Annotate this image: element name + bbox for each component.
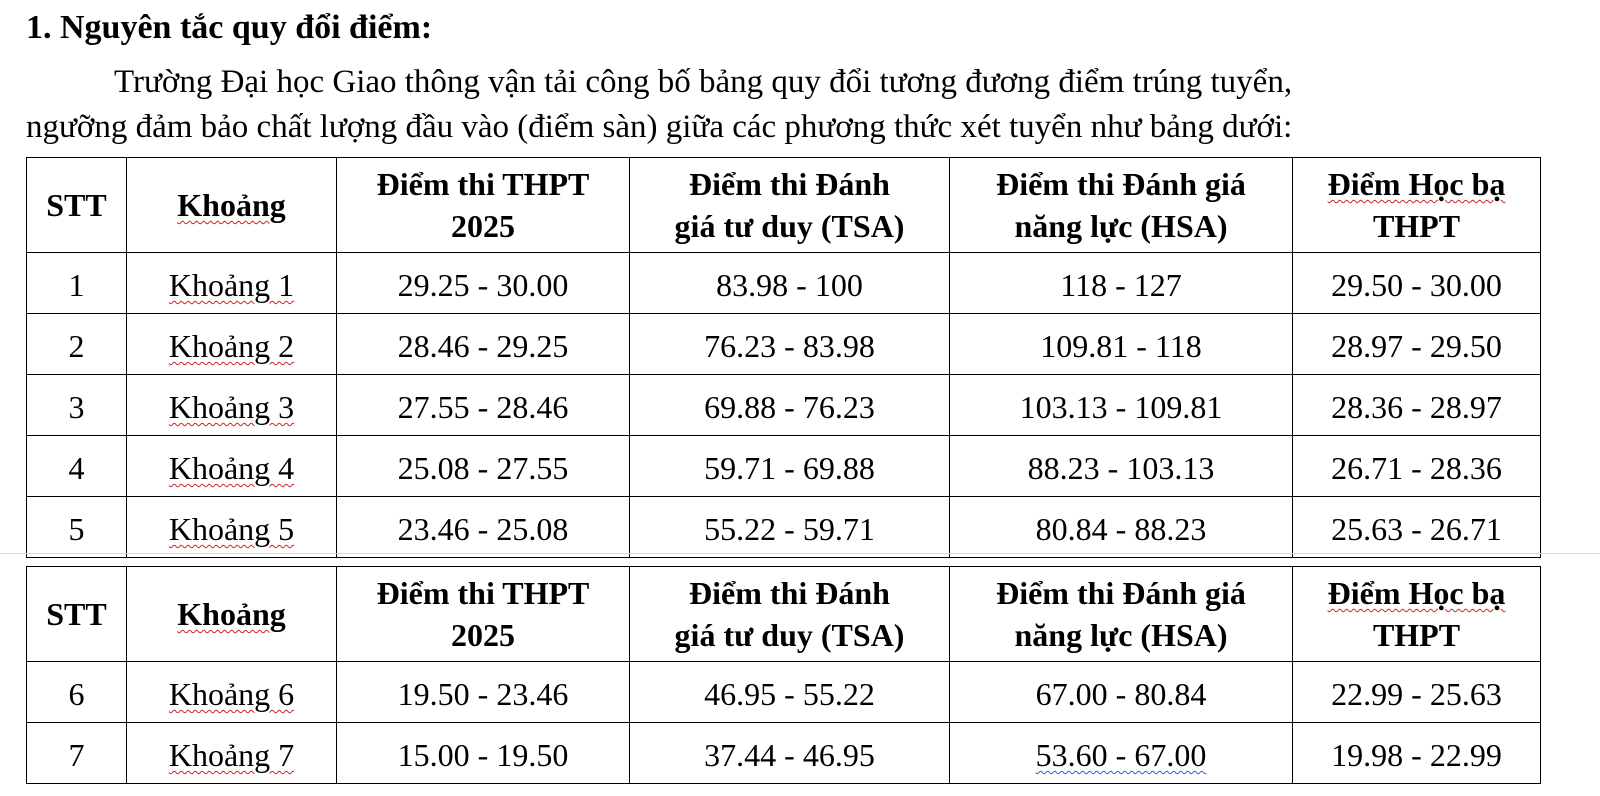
header-hocba: Điểm Học bạ THPT	[1293, 158, 1541, 253]
cell-hsa: 53.60 - 67.00	[950, 723, 1293, 784]
cell-hocba: 22.99 - 25.63	[1293, 662, 1541, 723]
cell-stt: 5	[27, 497, 127, 558]
cell-khoang: Khoảng 2	[127, 314, 337, 375]
cell-stt: 4	[27, 436, 127, 497]
cell-thpt: 25.08 - 27.55	[337, 436, 630, 497]
cell-hocba: 25.63 - 26.71	[1293, 497, 1541, 558]
cell-hocba: 26.71 - 28.36	[1293, 436, 1541, 497]
cell-khoang: Khoảng 1	[127, 253, 337, 314]
cell-hocba: 28.36 - 28.97	[1293, 375, 1541, 436]
table-row	[27, 253, 1541, 314]
cell-tsa: 69.88 - 76.23	[630, 375, 950, 436]
cell-hocba: 19.98 - 22.99	[1293, 723, 1541, 784]
cell-tsa: 46.95 - 55.22	[630, 662, 950, 723]
cell-hocba: 28.97 - 29.50	[1293, 314, 1541, 375]
cell-tsa: 83.98 - 100	[630, 253, 950, 314]
intro-paragraph	[26, 60, 1586, 150]
header-khoang: Khoảng	[127, 567, 337, 662]
cell-khoang: Khoảng 5	[127, 497, 337, 558]
cell-khoang: Khoảng 3	[127, 375, 337, 436]
cell-khoang: Khoảng 4	[127, 436, 337, 497]
cell-hsa: 103.13 - 109.81	[950, 375, 1293, 436]
cell-stt: 6	[27, 662, 127, 723]
table-row	[27, 497, 1541, 558]
header-stt: STT	[27, 158, 127, 253]
cell-tsa: 55.22 - 59.71	[630, 497, 950, 558]
table-header-row	[27, 158, 1541, 253]
header-thpt: Điểm thi THPT 2025	[337, 567, 630, 662]
cell-thpt: 29.25 - 30.00	[337, 253, 630, 314]
cell-thpt: 15.00 - 19.50	[337, 723, 630, 784]
header-hsa: Điểm thi Đánh giá năng lực (HSA)	[950, 158, 1293, 253]
cell-khoang: Khoảng 7	[127, 723, 337, 784]
header-stt: STT	[27, 567, 127, 662]
header-khoang: Khoảng	[127, 158, 337, 253]
table-row	[27, 723, 1541, 784]
table-row	[27, 436, 1541, 497]
table-row	[27, 314, 1541, 375]
cell-tsa: 76.23 - 83.98	[630, 314, 950, 375]
header-tsa: Điểm thi Đánh giá tư duy (TSA)	[630, 567, 950, 662]
conversion-table-bottom	[26, 566, 1541, 784]
cell-thpt: 19.50 - 23.46	[337, 662, 630, 723]
header-tsa: Điểm thi Đánh giá tư duy (TSA)	[630, 158, 950, 253]
conversion-table-top	[26, 157, 1541, 558]
header-thpt: Điểm thi THPT 2025	[337, 158, 630, 253]
cell-stt: 1	[27, 253, 127, 314]
cell-hsa: 80.84 - 88.23	[950, 497, 1293, 558]
table-row	[27, 662, 1541, 723]
cell-thpt: 23.46 - 25.08	[337, 497, 630, 558]
intro-line-2: ngưỡng đảm bảo chất lượng đầu vào (điểm sàn) giữa các phương thức xét tuyển như bảng dưới:	[26, 109, 1293, 145]
cell-hsa: 109.81 - 118	[950, 314, 1293, 375]
cell-thpt: 27.55 - 28.46	[337, 375, 630, 436]
cell-stt: 3	[27, 375, 127, 436]
table-row	[27, 375, 1541, 436]
header-hsa: Điểm thi Đánh giá năng lực (HSA)	[950, 567, 1293, 662]
intro-line-1: Trường Đại học Giao thông vận tải công bố bảng quy đổi tương đương điểm trúng tuyển,	[114, 64, 1293, 100]
cell-stt: 7	[27, 723, 127, 784]
cell-thpt: 28.46 - 29.25	[337, 314, 630, 375]
cell-tsa: 59.71 - 69.88	[630, 436, 950, 497]
section-heading: 1. Nguyên tắc quy đổi điểm:	[26, 9, 433, 46]
cell-stt: 2	[27, 314, 127, 375]
page-break-divider	[0, 553, 1600, 554]
cell-hsa: 118 - 127	[950, 253, 1293, 314]
cell-hsa: 67.00 - 80.84	[950, 662, 1293, 723]
cell-tsa: 37.44 - 46.95	[630, 723, 950, 784]
cell-hsa: 88.23 - 103.13	[950, 436, 1293, 497]
table-header-row	[27, 567, 1541, 662]
header-hocba: Điểm Học bạ THPT	[1293, 567, 1541, 662]
cell-hocba: 29.50 - 30.00	[1293, 253, 1541, 314]
cell-khoang: Khoảng 6	[127, 662, 337, 723]
